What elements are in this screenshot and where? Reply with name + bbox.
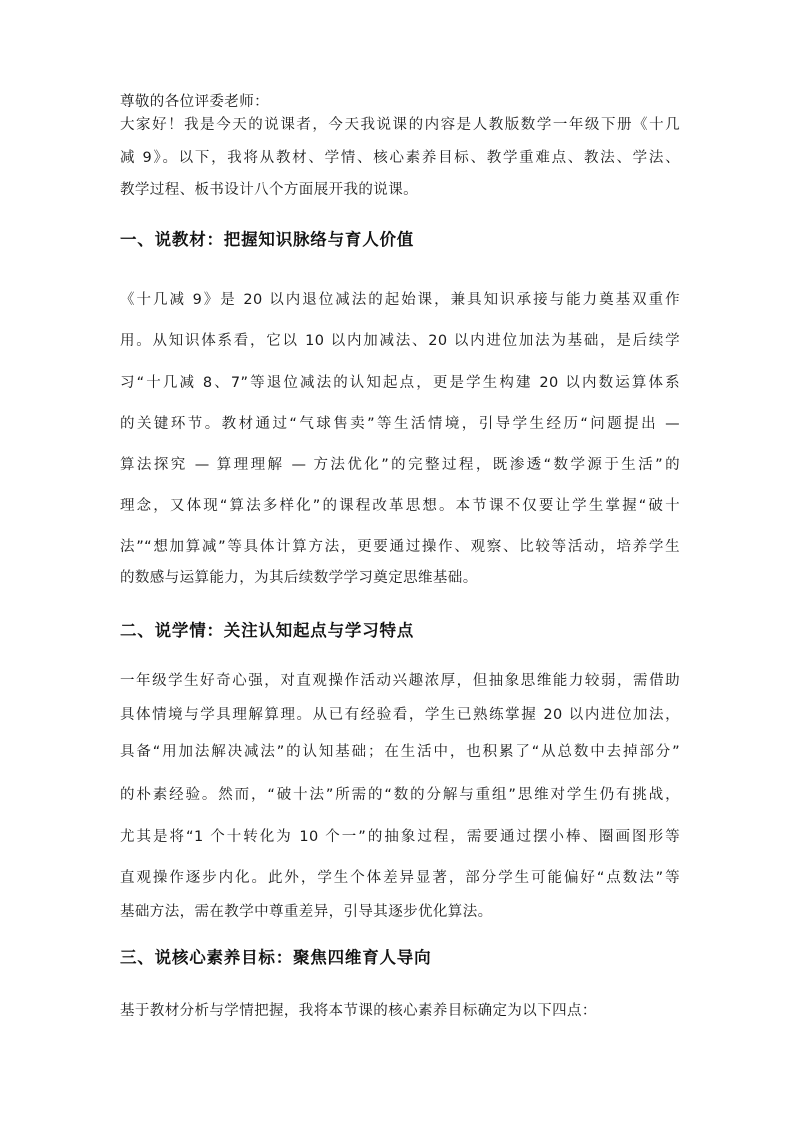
intro-line: 教学过程、板书设计八个方面展开我的说课。 — [120, 182, 418, 198]
paragraph-line: 具体情境与学具理解算理。从已有经验看，学生已熟练掌握 20 以内进位加法， — [120, 707, 680, 723]
paragraph-line: 理念，又体现“算法多样化”的课程改革思想。本节课不仅要让学生掌握“破十 — [120, 498, 680, 514]
paragraph-line: 的数感与运算能力，为其后续数学学习奠定思维基础。 — [120, 570, 478, 586]
paragraph-line: 具备“用加法解决减法”的认知基础；在生活中，也积累了“从总数中去掉部分” — [120, 744, 680, 760]
paragraph-line: 习“十几减 8、7”等退位减法的认知起点，更是学生构建 20 以内数运算体系 — [120, 375, 680, 391]
intro-line: 减 9》。以下，我将从教材、学情、核心素养目标、教学重难点、教法、学法、 — [120, 150, 680, 166]
paragraph-line: 的关键环节。教材通过“气球售卖”等生活情境，引导学生经历“问题提出 — — [120, 416, 680, 432]
salutation: 尊敬的各位评委老师： — [120, 94, 269, 110]
section-heading: 一、说教材：把握知识脉络与育人价值 — [120, 230, 415, 249]
paragraph-line: 直观操作逐步内化。此外，学生个体差异显著，部分学生可能偏好“点数法”等 — [120, 870, 680, 886]
paragraph-line: 一年级学生好奇心强，对直观操作活动兴趣浓厚，但抽象思维能力较弱，需借助 — [120, 673, 680, 689]
paragraph-line: 法”“想加算减”等具体计算方法，更要通过操作、观察、比较等活动，培养学生 — [120, 539, 680, 555]
paragraph-line: 尤其是将“1 个十转化为 10 个一”的抽象过程，需要通过摆小棒、圈画图形等 — [120, 829, 680, 845]
paragraph-line: 基础方法，需在教学中尊重差异，引导其逐步优化算法。 — [120, 904, 493, 920]
paragraph-line: 用。从知识体系看，它以 10 以内加减法、20 以内进位加法为基础，是后续学 — [120, 333, 680, 349]
paragraph-line: 的朴素经验。然而，“破十法”所需的“数的分解与重组”思维对学生仍有挑战， — [120, 787, 680, 803]
section-heading: 二、说学情：关注认知起点与学习特点 — [120, 621, 415, 640]
paragraph-line: 算法探究 — 算理理解 — 方法优化”的完整过程，既渗透“数学源于生活”的 — [120, 457, 680, 473]
intro-line: 大家好！我是今天的说课者，今天我说课的内容是人教版数学一年级下册《十几 — [120, 117, 680, 133]
paragraph-line: 基于教材分析与学情把握，我将本节课的核心素养目标确定为以下四点： — [120, 1003, 597, 1019]
section-heading: 三、说核心素养目标：聚焦四维育人导向 — [120, 948, 432, 967]
paragraph-line: 《十几减 9》是 20 以内退位减法的起始课，兼具知识承接与能力奠基双重作 — [120, 292, 680, 308]
